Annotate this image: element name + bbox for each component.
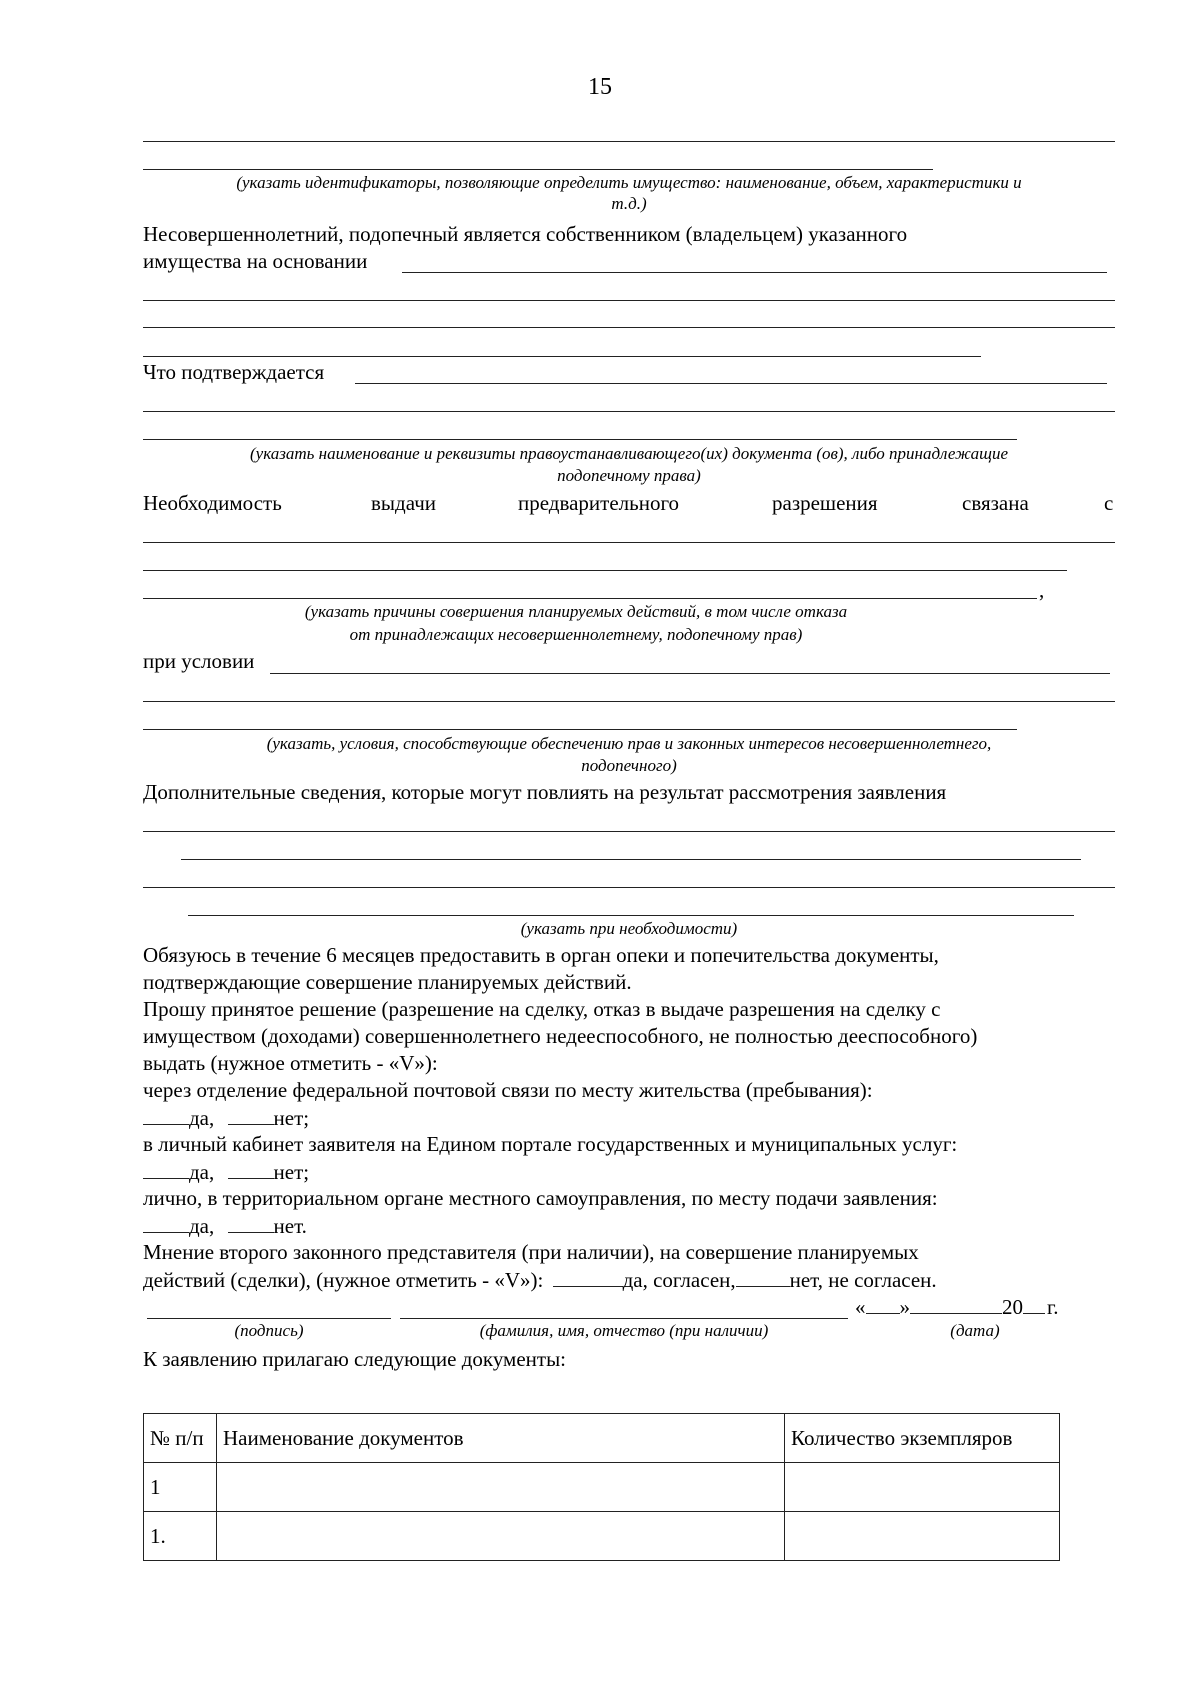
obligation-text-cont: подтверждающие совершение планируемых действий. — [143, 970, 632, 994]
comma: , — [1039, 578, 1045, 602]
request-text-cont: имуществом (доходами) совершеннолетнего недееспособного, не полностью дееспособного) — [143, 1024, 978, 1048]
owner-basis-label: имущества на основании — [143, 249, 368, 273]
reason-hint-cont: от принадлежащих несовершеннолетнему, подопечному прав) — [349, 625, 803, 644]
property-hint: (указать идентификаторы, позволяющие определить имущество: наименование, объем, характеристики и — [236, 173, 1022, 192]
name-hint: (фамилия, имя, отчество (при наличии) — [479, 1321, 769, 1340]
fill-line[interactable] — [143, 570, 1067, 571]
option-personal-choice — [143, 1212, 307, 1239]
fill-line[interactable] — [143, 141, 1115, 142]
quote-close: » — [899, 1295, 910, 1319]
fill-line[interactable] — [143, 701, 1115, 702]
quote-open: « — [855, 1295, 866, 1319]
option-portal-label: в личный кабинет заявителя на Едином портале государственных и муниципальных услуг: — [143, 1132, 958, 1156]
page-number: 15 — [588, 74, 612, 100]
attachments-table — [143, 1413, 1060, 1561]
necessity-word: связана — [962, 491, 1029, 515]
request-text-cont: выдать (нужное отметить - «V»): — [143, 1051, 438, 1075]
opinion-choice — [143, 1266, 937, 1293]
document-name-cell[interactable] — [217, 1463, 785, 1512]
agree-checkbox[interactable] — [553, 1266, 623, 1287]
condition-field[interactable] — [270, 673, 1110, 674]
opinion-text: Мнение второго законного представителя (при наличии), на совершение планируемых — [143, 1240, 919, 1264]
necessity-word: разрешения — [772, 491, 878, 515]
necessity-word: с — [1104, 491, 1114, 515]
attachments-label: К заявлению прилагаю следующие документы: — [143, 1347, 567, 1371]
reason-hint: (указать причины совершения планируемых действий, в том числе отказа — [304, 602, 848, 621]
column-header: № п/п — [144, 1414, 217, 1463]
disagree-checkbox[interactable] — [736, 1266, 790, 1287]
fill-line[interactable] — [181, 859, 1081, 860]
opinion-text-cont: действий (сделки), (нужное отметить - «V»): — [143, 1268, 544, 1292]
request-text: Прошу принятое решение (разрешение на сделку, отказ в выдаче разрешения на сделку с — [143, 997, 941, 1021]
full-name-field[interactable] — [400, 1318, 848, 1319]
table-header-row — [144, 1414, 1060, 1463]
year-prefix: 20 — [1002, 1295, 1023, 1319]
document-name-cell[interactable] — [217, 1512, 785, 1561]
option-personal-label: лично, в территориальном органе местного самоуправления, по месту подачи заявления: — [143, 1186, 938, 1210]
condition-hint: (указать, условия, способствующие обеспечению прав и законных интересов несовершеннолетнего, — [266, 734, 992, 753]
no-label: нет; — [273, 1106, 310, 1130]
fill-line[interactable] — [143, 327, 1115, 328]
condition-hint-cont: подопечного) — [581, 756, 677, 775]
fill-line[interactable] — [143, 439, 1017, 440]
property-hint-cont: т.д.) — [611, 194, 647, 213]
row-number: 1. — [144, 1512, 217, 1561]
date-hint: (дата) — [950, 1321, 1000, 1340]
signature-field[interactable] — [147, 1318, 391, 1319]
fill-line[interactable] — [143, 300, 1115, 301]
date-row — [855, 1293, 1059, 1320]
fill-line[interactable] — [143, 169, 933, 170]
year-field[interactable] — [1023, 1293, 1045, 1314]
agree-label: да, согласен, — [622, 1268, 736, 1292]
portal-no-checkbox[interactable] — [228, 1158, 274, 1179]
disagree-label: нет, не согласен. — [789, 1268, 937, 1292]
fill-line[interactable] — [143, 411, 1115, 412]
portal-yes-checkbox[interactable] — [143, 1158, 189, 1179]
necessity-word: предварительного — [518, 491, 680, 515]
row-number: 1 — [144, 1463, 217, 1512]
post-no-checkbox[interactable] — [228, 1104, 274, 1125]
fill-line[interactable] — [143, 356, 981, 357]
no-label: нет. — [273, 1214, 307, 1238]
fill-line[interactable] — [188, 915, 1074, 916]
additional-hint: (указать при необходимости) — [520, 919, 738, 938]
yes-label: да, — [189, 1160, 215, 1184]
fill-line[interactable] — [143, 887, 1115, 888]
post-yes-checkbox[interactable] — [143, 1104, 189, 1125]
additional-label: Дополнительные сведения, которые могут повлиять на результат рассмотрения заявления — [143, 780, 947, 804]
no-label: нет; — [273, 1160, 310, 1184]
month-field[interactable] — [910, 1293, 1002, 1314]
document-hint-cont: подопечному права) — [557, 466, 701, 485]
owner-basis-field[interactable] — [402, 272, 1107, 273]
condition-label: при условии — [143, 649, 255, 673]
signature-hint: (подпись) — [234, 1321, 304, 1340]
fill-line[interactable] — [143, 542, 1115, 543]
table-row — [144, 1512, 1060, 1561]
confirmed-field[interactable] — [355, 383, 1107, 384]
yes-label: да, — [189, 1106, 215, 1130]
option-portal-choice — [143, 1158, 309, 1185]
document-hint: (указать наименование и реквизиты правоустанавливающего(их) документа (ов), либо принадлежащие — [250, 444, 1008, 463]
option-post-label: через отделение федеральной почтовой связи по месту жительства (пребывания): — [143, 1078, 873, 1102]
table-row — [144, 1463, 1060, 1512]
personal-yes-checkbox[interactable] — [143, 1212, 189, 1233]
personal-no-checkbox[interactable] — [228, 1212, 274, 1233]
fill-line[interactable] — [143, 598, 1037, 599]
option-post-choice — [143, 1104, 309, 1131]
fill-line[interactable] — [143, 729, 1017, 730]
obligation-text: Обязуюсь в течение 6 месяцев предоставить в орган опеки и попечительства документы, — [143, 943, 939, 967]
necessity-word: Необходимость — [143, 491, 282, 515]
copies-cell[interactable] — [785, 1463, 1060, 1512]
yes-label: да, — [189, 1214, 215, 1238]
copies-cell[interactable] — [785, 1512, 1060, 1561]
day-field[interactable] — [866, 1293, 900, 1314]
column-header: Наименование документов — [217, 1414, 785, 1463]
owner-statement: Несовершеннолетний, подопечный является собственником (владельцем) указанного — [143, 222, 908, 246]
column-header: Количество экземпляров — [785, 1414, 1060, 1463]
necessity-word: выдачи — [371, 491, 436, 515]
confirmed-label: Что подтверждается — [143, 360, 325, 384]
fill-line[interactable] — [143, 831, 1115, 832]
year-suffix: г. — [1047, 1295, 1059, 1319]
